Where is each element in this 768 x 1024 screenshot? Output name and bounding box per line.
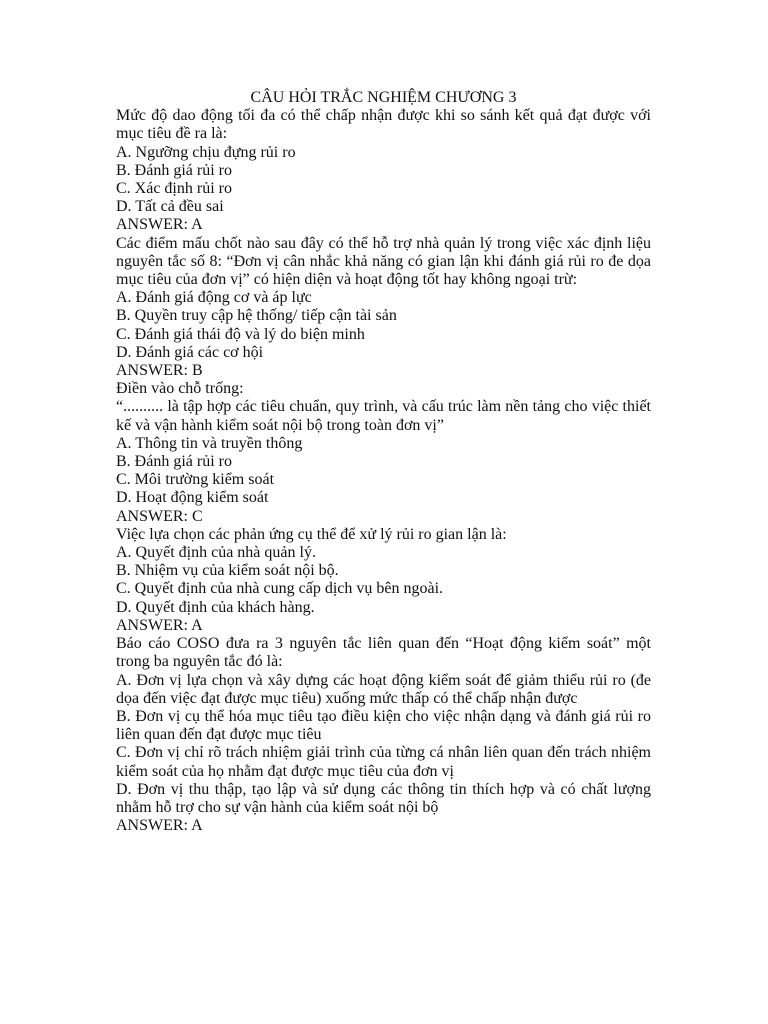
option-b: B. Đánh giá rủi ro	[116, 453, 232, 471]
question-text: Các điểm mấu chốt nào sau đây có thể hỗ trợ nhà quản lý trong việc xác định liệu nguyên tắc số 8: “Đơn vị cân nhắc khả năng có gian lận khi đánh giá rủi ro đe dọa mục tiêu của đơn vị” có hiện diện và hoạt động tốt hay không ngoại trừ:	[116, 234, 651, 289]
option-b: B. Đơn vị cụ thể hóa mục tiêu tạo điều kiện cho việc nhận dạng và đánh giá rủi ro liên quan đến đạt được mục tiêu	[116, 707, 651, 744]
answer-text: ANSWER: A	[116, 616, 203, 634]
document-content	[116, 89, 651, 835]
option-d: D. Hoạt động kiểm soát	[116, 489, 269, 507]
option-a: A. Đánh giá động cơ và áp lực	[116, 289, 312, 307]
option-c: C. Quyết định của nhà cung cấp dịch vụ bên ngoài.	[116, 580, 444, 598]
question-text: Mức độ dao động tối đa có thể chấp nhận được khi so sánh kết quả đạt được với mục tiêu đề ra là:	[116, 107, 651, 143]
option-b: B. Quyền truy cập hệ thống/ tiếp cận tài sản	[116, 307, 397, 325]
option-c: C. Đánh giá thái độ và lý do biện minh	[116, 325, 365, 343]
answer-text: ANSWER: A	[116, 216, 203, 234]
answer-text: ANSWER: A	[116, 817, 203, 835]
question-text: Điền vào chỗ trống:	[116, 380, 244, 398]
question-block	[116, 235, 651, 381]
option-c: C. Đơn vị chỉ rõ trách nhiệm giải trình của từng cá nhân liên quan đến trách nhiệm kiểm soát của họ nhằm đạt được mục tiêu của đơn vị	[116, 744, 651, 780]
option-b: B. Nhiệm vụ của kiểm soát nội bộ.	[116, 562, 339, 580]
question-block	[116, 526, 651, 635]
option-c: C. Xác định rủi ro	[116, 180, 232, 198]
option-d: D. Quyết định của khách hàng.	[116, 598, 315, 616]
answer-text: ANSWER: C	[116, 507, 203, 525]
option-c: C. Môi trường kiểm soát	[116, 471, 275, 489]
question-text: Việc lựa chọn các phản ứng cụ thể để xử lý rủi ro gian lận là:	[116, 525, 507, 543]
option-d: D. Tất cả đều sai	[116, 198, 224, 216]
option-d: D. Đơn vị thu thập, tạo lập và sử dụng các thông tin thích hợp và có chất lượng nhằm hỗ trợ cho sự vận hành của kiểm soát nội bộ	[116, 780, 651, 816]
option-a: A. Thông tin và truyền thông	[116, 434, 303, 452]
option-b: B. Đánh giá rủi ro	[116, 161, 232, 179]
question-text: Báo cáo COSO đưa ra 3 nguyên tắc liên quan đến “Hoạt động kiểm soát” một trong ba nguyên tắc đó là:	[116, 635, 651, 671]
question-block	[116, 107, 651, 234]
option-d: D. Đánh giá các cơ hội	[116, 343, 264, 361]
question-block	[116, 635, 651, 835]
option-a: A. Quyết định của nhà quản lý.	[116, 544, 316, 562]
option-a: A. Đơn vị lựa chọn và xây dựng các hoạt động kiểm soát để giảm thiểu rủi ro (đe dọa đến việc đạt được mục tiêu) xuống mức thấp có thể chấp nhận được	[116, 671, 651, 707]
option-a: A. Ngưỡng chịu đựng rủi ro	[116, 143, 296, 161]
question-block	[116, 380, 651, 526]
question-quote: “.......... là tập hợp các tiêu chuẩn, quy trình, và cấu trúc làm nền tảng cho việc thiết kế và vận hành kiểm soát nội bộ trong toàn đơn vị”	[116, 398, 651, 434]
document-title: CÂU HỎI TRẮC NGHIỆM CHƯƠNG 3	[250, 89, 517, 106]
answer-text: ANSWER: B	[116, 362, 203, 380]
